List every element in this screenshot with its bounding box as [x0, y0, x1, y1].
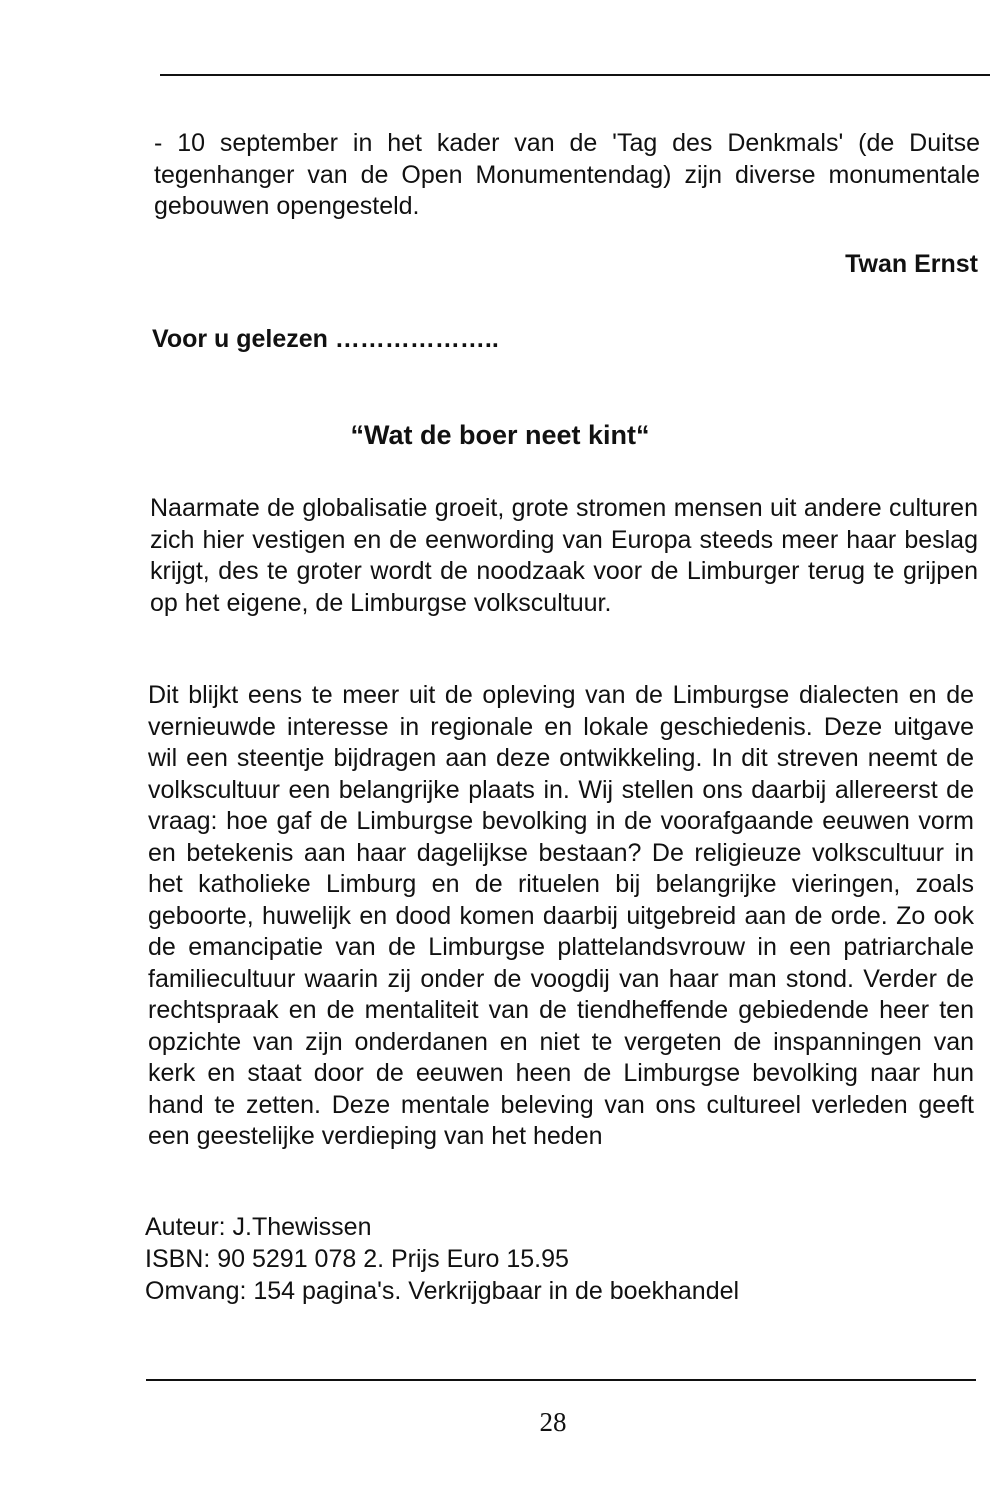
- author-signature: Twan Ernst: [845, 250, 978, 278]
- book-title: “Wat de boer neet kint“: [350, 420, 650, 450]
- review-paragraph-2: Dit blijkt eens te meer uit de opleving van de Limburgse dialecten en de vernieuwde interesse in regionale en lokale geschiedenis. Deze uitgave wil een steentje bijdragen aan deze ontwikkeling. In dit streven neemt de volkscultuur een belangrijke plaats in. Wij stellen ons daarbij allereerst de vraag: hoe gaf de Limburgse bevolking in de voorafgaande eeuwen vorm en betekenis aan haar dagelijkse bestaan? De religieuze volkscultuur in het katholieke Limburg en de rituelen bij belangrijke vieringen, zoals geboorte, huwelijk en dood komen daarbij uitgebreid aan de orde. Zo ook de emancipatie van de Limburgse plattelandsvrouw in een patriarchale familiecultuur waarin zij onder de voogdij van haar man stond. Verder de rechtspraak en de mentaliteit van de tiendheffende gebiedende heer ten opzichte van zijn onderdanen en niet te vergeten de inspanningen van kerk en staat door de eeuwen heen de Limburgse bevolking naar hun hand te zetten. Deze mentale beleving van ons cultureel verleden geeft een geestelijke verdieping van het heden: [148, 681, 974, 1150]
- book-details: [145, 1211, 739, 1307]
- review-paragraph-1: Naarmate de globalisatie groeit, grote stromen mensen uit andere culturen zich hier vestigen en de eenwording van Europa steeds meer haar beslag krijgt, des te groter wordt de noodzaak voor de Limburger terug te grijpen op het eigene, de Limburgse volkscultuur.: [150, 494, 978, 617]
- section-heading: Voor u gelezen ………………..: [152, 325, 499, 353]
- book-author: Auteur: J.Thewissen: [145, 1213, 372, 1241]
- bottom-divider: [146, 1379, 976, 1381]
- book-size-availability: Omvang: 154 pagina's. Verkrijgbaar in de boekhandel: [145, 1277, 740, 1305]
- top-divider: [160, 74, 990, 76]
- intro-paragraph: - 10 september in het kader van de 'Tag des Denkmals' (de Duitse tegenhanger van de Open Monumentendag) zijn diverse monumentale gebouwen opengesteld.: [154, 129, 980, 220]
- page-number: 28: [539, 1407, 567, 1437]
- book-isbn-price: ISBN: 90 5291 078 2. Prijs Euro 15.95: [145, 1245, 569, 1273]
